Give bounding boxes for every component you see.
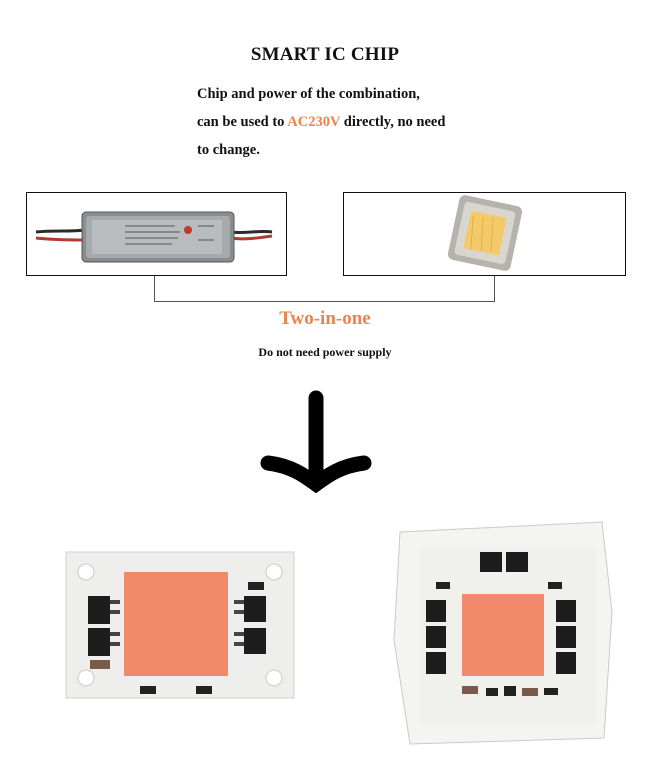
led-driver-icon (36, 212, 272, 262)
down-arrow-icon (268, 398, 364, 484)
page-title: SMART IC CHIP (250, 44, 400, 65)
two-in-one-label: Two-in-one (279, 308, 371, 329)
description-line-2: can be used to AC230V directly, no need (197, 114, 446, 130)
high-power-led-icon (447, 194, 523, 272)
description-line-3: to change. (197, 142, 260, 158)
cob-chip-rectangular (66, 552, 294, 698)
power-supply-note: Do not need power supply (258, 345, 392, 359)
voltage-highlight: AC230V (287, 114, 341, 130)
cob-chip-square (394, 522, 612, 744)
description-line-1: Chip and power of the combination, (197, 86, 420, 102)
